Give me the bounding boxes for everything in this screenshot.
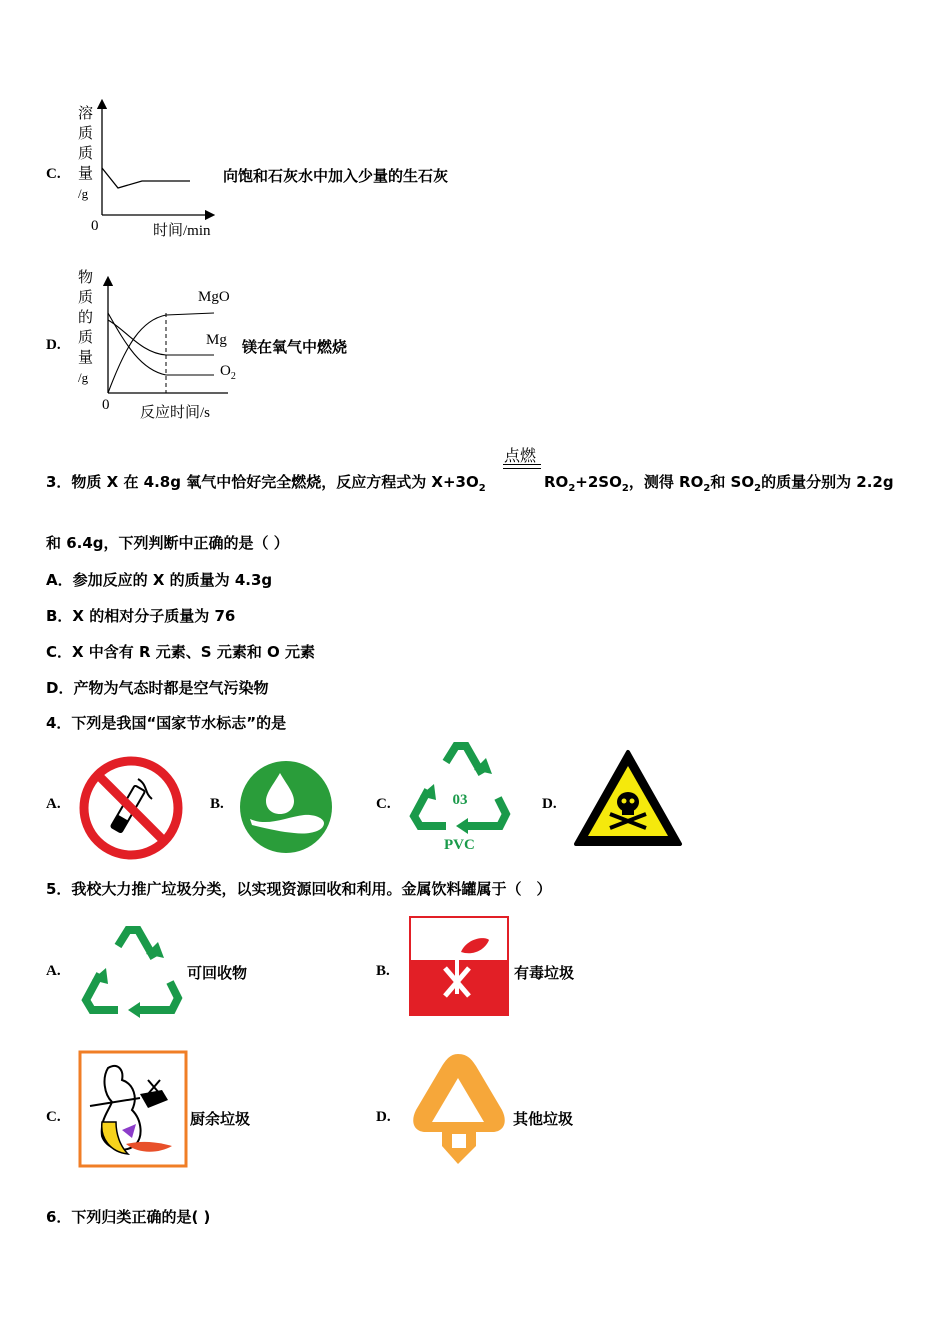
- option-c-label: C.: [46, 166, 61, 182]
- q5-option-a-label: A.: [46, 963, 61, 979]
- o2-text: O: [220, 363, 231, 379]
- equals-line-top: [503, 464, 541, 465]
- d-y-char: 量: [78, 350, 94, 366]
- d-description: 镁在氧气中燃烧: [242, 338, 348, 356]
- q4-stem: 4．下列是我国“国家节水标志”的是: [46, 714, 287, 732]
- kitchen-waste-text: 厨余垃圾: [190, 1110, 251, 1128]
- q3-text: 3．物质 X 在 4.8g 氧气中恰好完全燃烧，反应方程式为 X+3O: [46, 473, 479, 491]
- pvc-code: 03: [452, 792, 468, 808]
- c-x-axis-label: 时间/min: [153, 223, 211, 239]
- d-y-char: /g: [78, 370, 89, 385]
- q3-text: ，测得 RO: [628, 473, 704, 491]
- kitchen-waste-icon: [78, 1050, 188, 1168]
- pvc-recycle-icon: [406, 740, 514, 836]
- q6-stem: 6．下列归类正确的是( ): [46, 1208, 211, 1226]
- q4-option-c-label: C.: [376, 796, 391, 812]
- q5-stem: 5．我校大力推广垃圾分类，以实现资源回收和利用。金属饮料罐属于（ ）: [46, 880, 552, 898]
- q3-stem-part2: [544, 471, 894, 494]
- d-y-char: 物: [78, 270, 94, 286]
- q5-option-b-label: B.: [376, 963, 390, 979]
- q3-option-a: A．参加反应的 X 的质量为 4.3g: [46, 571, 273, 589]
- toxic-warning-icon: [572, 748, 684, 848]
- mg-label: Mg: [206, 332, 227, 348]
- q3-text: 的质量分别为 2.2g: [761, 473, 894, 491]
- q3-option-d: D．产物为气态时都是空气污染物: [46, 679, 269, 697]
- d-y-axis-label: [78, 268, 98, 388]
- recycle-icon: [78, 924, 186, 1020]
- q3-option-b: B．X 的相对分子质量为 76: [46, 607, 236, 625]
- q5-option-c-label: C.: [46, 1109, 61, 1125]
- no-smoking-icon: [78, 755, 184, 861]
- q4-option-a-label: A.: [46, 796, 61, 812]
- d-y-char: 质: [78, 290, 94, 306]
- q3-stem-part1: [46, 471, 486, 494]
- pvc-text: PVC: [444, 837, 475, 853]
- toxic-waste-icon: [409, 916, 509, 1016]
- mgo-label: MgO: [198, 289, 230, 305]
- q3-option-c: C．X 中含有 R 元素、S 元素和 O 元素: [46, 643, 316, 661]
- d-origin: 0: [102, 397, 110, 413]
- c-origin: 0: [91, 218, 99, 234]
- q3-text: 和 SO: [710, 473, 755, 491]
- mgo-curve: [108, 313, 214, 393]
- option-d-label: D.: [46, 337, 61, 353]
- q3-text: +2SO: [575, 473, 622, 491]
- q3-sub: 2: [478, 483, 486, 494]
- o2-sub: 2: [230, 371, 236, 382]
- q4-option-b-label: B.: [210, 796, 224, 812]
- q5-option-d-label: D.: [376, 1109, 391, 1125]
- c-description: 向饱和石灰水中加入少量的生石灰: [223, 167, 449, 185]
- q4-option-d-label: D.: [542, 796, 557, 812]
- c-y-char: 量: [78, 166, 94, 182]
- q3-text: RO: [544, 473, 569, 491]
- equals-line-bottom: [503, 468, 541, 469]
- q3-sub: 2: [754, 483, 762, 494]
- o2-curve: [108, 313, 214, 375]
- c-y-char: /g: [78, 186, 89, 201]
- q3-sub: 2: [568, 483, 576, 494]
- reaction-condition: 点燃: [504, 448, 537, 465]
- toxic-waste-text: 有毒垃圾: [514, 964, 575, 982]
- d-y-char: 质: [78, 330, 94, 346]
- o2-label: [220, 363, 236, 382]
- recycle-text: 可回收物: [187, 964, 248, 982]
- c-graph: [90, 98, 220, 223]
- d-y-char: 的: [78, 310, 94, 326]
- q3-stem-line2: 和 6.4g，下列判断中正确的是（ ）: [46, 534, 289, 552]
- c-y-char: 质: [78, 146, 94, 162]
- other-waste-icon: [406, 1050, 510, 1168]
- c-curve: [102, 168, 190, 188]
- c-y-char: 质: [78, 126, 94, 142]
- q3-sub: 2: [621, 483, 629, 494]
- mg-curve: [108, 320, 214, 355]
- water-saving-icon: [238, 759, 334, 855]
- other-waste-text: 其他垃圾: [513, 1110, 574, 1128]
- c-y-char: 溶: [78, 106, 94, 122]
- q3-sub: 2: [703, 483, 711, 494]
- d-x-axis-label: 反应时间/s: [140, 405, 211, 421]
